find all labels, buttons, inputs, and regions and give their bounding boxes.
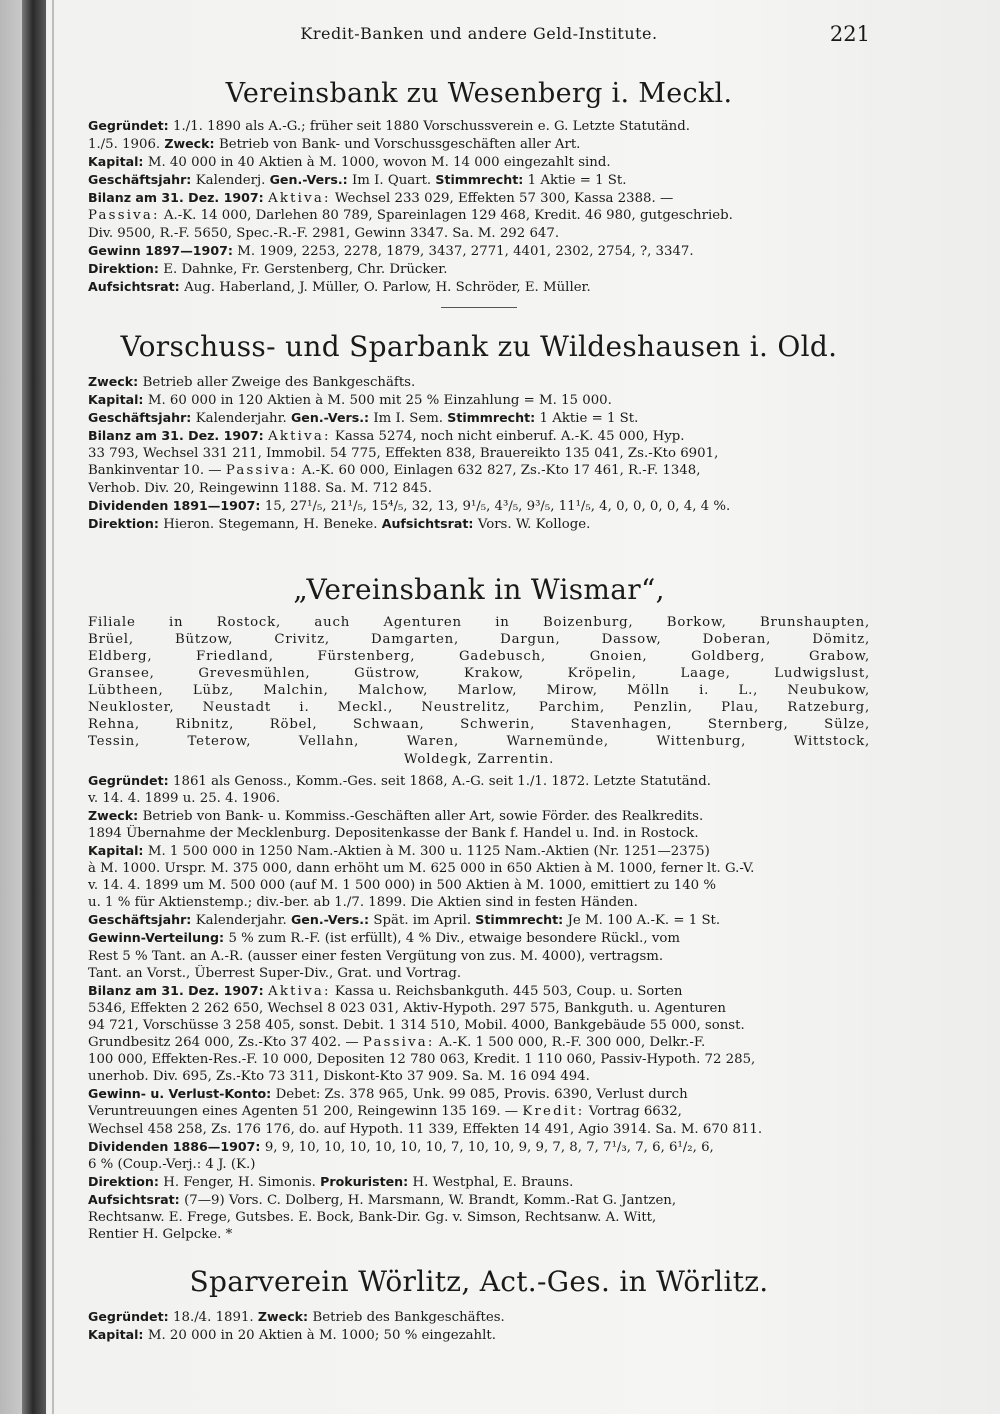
field-text: M. 1909, 2253, 2278, 1879, 3437, 2771, 4401, 2302, 2754, ?, 3347.	[237, 243, 694, 259]
field-text: 9, 9, 10, 10, 10, 10, 10, 10, 7, 10, 10, 9, 9, 7, 8, 7, 7¹/₃, 7, 6, 6¹/₂, 6,	[264, 1139, 714, 1155]
field-text: 94 721, Vorschüsse 3 258 405, sonst. Debit. 1 314 510, Mobil. 4000, Bankgebäude 55 000, sonst.	[88, 1017, 745, 1033]
field-label: Aufsichtsrat:	[381, 515, 478, 531]
field-text: M. 20 000 in 20 Aktien à M. 1000; 50 % eingezahlt.	[147, 1328, 496, 1344]
field-text: Verhob. Div. 20, Reingewinn 1188. Sa. M. 712 845.	[88, 480, 432, 496]
text-line	[88, 278, 870, 296]
field-label: Kapital:	[88, 1327, 148, 1343]
field-label: Gewinn 1897—1907:	[88, 242, 238, 258]
wismar-locations	[88, 614, 870, 768]
field-text: 100 000, Effekten-Res.-F. 10 000, Depositen 12 780 063, Kredit. 1 110 060, Passiv-Hypoth. 72 285,	[88, 1052, 756, 1068]
field-label: Bilanz am 31. Dez. 1907:	[88, 190, 269, 206]
text-line	[88, 1209, 870, 1226]
field-text: A.-K. 60 000, Einlagen 632 827, Zs.-Kto 17 461, R.-F. 1348,	[297, 463, 701, 479]
text-line	[88, 1068, 870, 1085]
text-line	[88, 982, 870, 1000]
field-text: (7—9) Vors. C. Dolberg, H. Marsmann, W. Brandt, Komm.-Rat G. Jantzen,	[184, 1192, 677, 1208]
text-line	[88, 1085, 870, 1103]
text-line	[88, 497, 870, 515]
field-text: H. Westphal, E. Brauns.	[412, 1174, 574, 1190]
field-text: Im I. Quart.	[352, 173, 436, 189]
field-text: Kalenderj.	[195, 173, 270, 189]
field-label: Prokuristen:	[320, 1173, 413, 1189]
text-line	[88, 807, 870, 825]
field-label: Direktion:	[88, 260, 164, 276]
field-text: Aktiva:	[268, 983, 331, 999]
field-text: 1 Aktie = 1 St.	[539, 411, 639, 427]
text-line	[88, 1156, 870, 1173]
text-line	[88, 225, 870, 242]
field-text: M. 1 500 000 in 1250 Nam.-Aktien à M. 300 u. 1125 Nam.-Aktien (Nr. 1251—2375)	[147, 844, 710, 859]
field-text: Kredit:	[522, 1104, 585, 1120]
field-text: 1861 als Genoss., Komm.-Ges. seit 1868, A.-G. seit 1./1. 1872. Letzte Statutänd.	[173, 773, 711, 789]
page-edge	[52, 0, 54, 1414]
field-text: Debet: Zs. 378 965, Unk. 99 085, Provis. 6390, Verlust durch	[275, 1087, 688, 1103]
field-text: Im I. Sem.	[373, 411, 448, 427]
field-text: Vors. W. Kolloge.	[477, 516, 591, 532]
location-line: Rehna, Ribnitz, Röbel, Schwaan, Schwerin, Stavenhagen, Sternberg, Sülze,	[88, 717, 870, 733]
text-line	[88, 1017, 870, 1034]
section-title-woerlitz: Sparverein Wörlitz, Act.-Ges. in Wörlitz.	[189, 1265, 769, 1299]
text-line	[88, 260, 870, 278]
book-spine-shadow	[22, 0, 46, 1414]
text-line	[88, 790, 870, 807]
field-text: H. Fenger, H. Simonis.	[163, 1174, 321, 1190]
field-label: Stimmrecht:	[435, 172, 528, 188]
text-line	[88, 1034, 870, 1051]
text-line	[88, 1103, 870, 1120]
location-line: Tessin, Teterow, Vellahn, Waren, Warnemünde, Wittenburg, Wittstock,	[88, 734, 870, 750]
field-text: Kalenderjahr.	[195, 913, 291, 929]
text-line	[88, 842, 870, 860]
running-head	[88, 20, 870, 54]
text-line	[88, 894, 870, 911]
location-line: Neukloster, Neustadt i. Meckl., Neustrelitz, Parchim, Penzlin, Plau, Ratzeburg,	[88, 700, 870, 716]
field-label: Stimmrecht:	[447, 410, 540, 426]
field-text: Aktiva:	[268, 429, 331, 445]
field-label: Gen.-Vers.:	[269, 172, 353, 188]
section-title-wildeshausen: Vorschuss- und Sparbank zu Wildeshausen i. Old.	[120, 329, 838, 363]
field-label: Zweck:	[164, 136, 219, 152]
running-head-title: Kredit-Banken und andere Geld-Institute.	[300, 24, 658, 43]
page-content	[88, 20, 870, 1344]
text-line	[88, 877, 870, 894]
text-line	[88, 189, 870, 207]
text-line	[88, 117, 870, 135]
field-label: Kapital:	[88, 392, 148, 408]
text-line	[88, 911, 870, 929]
field-text: 18./4. 1891.	[173, 1310, 258, 1326]
field-label: Gewinn-Verteilung:	[88, 930, 229, 946]
text-line	[88, 480, 870, 497]
text-line	[88, 948, 870, 965]
text-line	[88, 391, 870, 409]
section-body-wismar	[88, 772, 870, 1244]
field-text: Kassa u. Reichsbankguth. 445 503, Coup. u. Sorten	[330, 983, 683, 999]
section-title-wesenberg: Vereinsbank zu Wesenberg i. Meckl.	[225, 78, 733, 109]
field-label: Aufsichtsrat:	[88, 278, 185, 294]
text-line	[88, 135, 870, 153]
text-line	[88, 772, 870, 790]
field-label: Bilanz am 31. Dez. 1907:	[88, 982, 269, 998]
location-line: Filiale in Rostock, auch Agenturen in Boizenburg, Borkow, Brunshaupten,	[88, 614, 870, 630]
field-text: Div. 9500, R.-F. 5650, Spec.-R.-F. 2981, Gewinn 3347. Sa. M. 292 647.	[88, 225, 560, 241]
field-text: Vortrag 6632,	[584, 1104, 682, 1120]
page-number: 221	[829, 22, 870, 46]
field-text: Betrieb von Bank- und Vorschussgeschäften aller Art.	[218, 137, 581, 153]
field-text: Betrieb von Bank- u. Kommiss.-Geschäften aller Art, sowie Förder. des Realkredits.	[142, 808, 704, 824]
field-text: M. 40 000 in 40 Aktien à M. 1000, wovon M. 14 000 eingezahlt sind.	[147, 155, 611, 171]
field-text: Aktiva:	[268, 191, 331, 207]
field-label: Geschäftsjahr:	[88, 172, 196, 188]
text-line	[88, 373, 870, 391]
field-text: v. 14. 4. 1899 um M. 500 000 (auf M. 1 500 000) in 500 Aktien à M. 1000, emittiert zu 140 %	[88, 878, 716, 894]
field-text: Hieron. Stegemann, H. Beneke.	[163, 516, 382, 532]
text-line	[88, 445, 870, 462]
text-line	[88, 462, 870, 479]
field-label: Bilanz am 31. Dez. 1907:	[88, 428, 269, 444]
field-label: Zweck:	[88, 373, 143, 389]
field-text: Bankinventar 10. —	[88, 463, 226, 479]
field-text: Betrieb des Bankgeschäftes.	[312, 1310, 505, 1326]
field-text: A.-K. 14 000, Darlehen 80 789, Spareinlagen 129 468, Kredit. 46 980, gutgeschrieb.	[159, 208, 733, 224]
field-text: v. 14. 4. 1899 u. 25. 4. 1906.	[88, 790, 281, 806]
field-label: Gen.-Vers.:	[290, 410, 374, 426]
field-label: Dividenden 1886—1907:	[88, 1138, 265, 1154]
field-text: Grundbesitz 264 000, Zs.-Kto 37 402. —	[88, 1035, 363, 1051]
field-text: Rechtsanw. E. Frege, Gutsbes. E. Bock, Bank-Dir. Gg. v. Simson, Rechtsanw. A. Witt,	[88, 1209, 657, 1225]
field-text: unerhob. Div. 695, Zs.-Kto 73 311, Diskont-Kto 37 909. Sa. M. 16 094 494.	[88, 1069, 590, 1085]
field-text: M. 60 000 in 120 Aktien à M. 500 mit 25 % Einzahlung = M. 15 000.	[147, 393, 612, 409]
text-line	[88, 171, 870, 189]
field-label: Direktion:	[88, 1173, 164, 1189]
field-label: Gegründet:	[88, 118, 174, 133]
text-line	[88, 1226, 870, 1243]
location-line: Lübtheen, Lübz, Malchin, Malchow, Marlow, Mirow, Mölln i. L., Neubukow,	[88, 683, 870, 699]
location-line: Gransee, Grevesmühlen, Güstrow, Krakow, Kröpelin, Laage, Ludwigslust,	[88, 666, 870, 682]
text-line	[88, 207, 870, 224]
text-line	[88, 427, 870, 445]
text-line	[88, 1308, 870, 1326]
field-label: Direktion:	[88, 515, 164, 531]
location-line: Brüel, Bützow, Crivitz, Damgarten, Dargun, Dassow, Doberan, Dömitz,	[88, 631, 870, 647]
text-line	[88, 153, 870, 171]
field-text: Wechsel 233 029, Effekten 57 300, Kassa 2388. —	[330, 191, 674, 207]
field-text: Kassa 5274, noch nicht einberuf. A.-K. 45 000, Hyp.	[330, 429, 685, 445]
field-text: Rest 5 % Tant. an A.-R. (ausser einer festen Vergütung von zus. M. 4000), vertragsm.	[88, 948, 664, 964]
field-text: 1894 Übernahme der Mecklenburg. Depositenkasse der Bank f. Handel u. Ind. in Rostock.	[88, 825, 699, 841]
field-label: Gen.-Vers.:	[290, 912, 374, 928]
field-text: 1./5. 1906.	[88, 137, 165, 153]
field-text: 6 % (Coup.-Verj.: 4 J. (K.)	[88, 1156, 256, 1172]
field-text: 5346, Effekten 2 262 650, Wechsel 8 023 031, Aktiv-Hypoth. 297 575, Bankguth. u. Agenturen	[88, 1000, 726, 1016]
field-text: Kalenderjahr.	[195, 411, 291, 427]
text-line	[88, 1326, 870, 1344]
text-line	[88, 965, 870, 982]
field-text: Je M. 100 A.-K. = 1 St.	[567, 913, 721, 929]
section-body-wesenberg	[88, 117, 870, 296]
text-line	[88, 825, 870, 842]
field-label: Dividenden 1891—1907:	[88, 497, 265, 513]
field-label: Gegründet:	[88, 1309, 174, 1325]
field-text: Wechsel 458 258, Zs. 176 176, do. auf Hypoth. 11 339, Effekten 14 491, Agio 3914. Sa. M. 670 811.	[88, 1121, 763, 1137]
field-label: Geschäftsjahr:	[88, 912, 196, 928]
field-text: Spät. im April.	[373, 913, 476, 929]
field-text: E. Dahnke, Fr. Gerstenberg, Chr. Drücker.	[163, 261, 448, 277]
field-text: Tant. an Vorst., Überrest Super-Div., Grat. und Vortrag.	[88, 965, 462, 981]
section-body-woerlitz	[88, 1308, 870, 1344]
text-line	[88, 242, 870, 260]
text-line	[88, 860, 870, 877]
field-label: Geschäftsjahr:	[88, 410, 196, 426]
field-text: 1./1. 1890 als A.-G.; früher seit 1880 Vorschussverein e. G. Letzte Statutänd.	[173, 119, 690, 134]
text-line	[88, 1138, 870, 1156]
field-text: A.-K. 1 500 000, R.-F. 300 000, Delkr.-F.	[434, 1035, 706, 1051]
text-line	[88, 1173, 870, 1191]
field-text: 33 793, Wechsel 331 211, Immobil. 54 775, Effekten 838, Brauereikto 135 041, Zs.-Kto 6901,	[88, 446, 719, 462]
section-divider	[441, 307, 517, 308]
field-label: Kapital:	[88, 843, 148, 858]
field-label: Aufsichtsrat:	[88, 1191, 185, 1207]
field-text: Betrieb aller Zweige des Bankgeschäfts.	[142, 374, 416, 390]
text-line	[88, 409, 870, 427]
field-text: Passiva:	[88, 208, 160, 224]
field-text: Aug. Haberland, J. Müller, O. Parlow, H. Schröder, E. Müller.	[184, 279, 591, 295]
field-label: Gegründet:	[88, 772, 174, 788]
field-text: 1 Aktie = 1 St.	[527, 173, 627, 189]
field-text: u. 1 % für Aktienstemp.; div.-ber. ab 1./7. 1899. Die Aktien sind in festen Händen.	[88, 895, 638, 911]
field-text: 15, 27¹/₅, 21¹/₅, 15⁴/₅, 32, 13, 9¹/₅, 4³/₅, 9³/₅, 11¹/₅, 4, 0, 0, 0, 0, 4, 4 %.	[264, 498, 731, 514]
text-line	[88, 1191, 870, 1209]
field-label: Gewinn- u. Verlust-Konto:	[88, 1086, 276, 1102]
text-line	[88, 929, 870, 947]
field-label: Zweck:	[88, 807, 143, 823]
section-body-wildeshausen	[88, 373, 870, 533]
text-line	[88, 515, 870, 533]
text-line	[88, 1000, 870, 1017]
location-line: Eldberg, Friedland, Fürstenberg, Gadebusch, Gnoien, Goldberg, Grabow,	[88, 648, 870, 664]
field-text: 5 % zum R.-F. (ist erfüllt), 4 % Div., etwaige besondere Rückl., vom	[228, 931, 680, 947]
field-text: Passiva:	[362, 1035, 435, 1051]
field-text: à M. 1000. Urspr. M. 375 000, dann erhöht um M. 625 000 in 650 Aktien à M. 1000, ferner lt. G.-V.	[88, 861, 755, 877]
field-label: Zweck:	[257, 1309, 313, 1325]
field-label: Stimmrecht:	[475, 912, 568, 928]
text-line	[88, 1121, 870, 1138]
field-text: Veruntreuungen eines Agenten 51 200, Reingewinn 135 169. —	[88, 1104, 523, 1120]
location-line: Woldegk, Zarrentin.	[403, 751, 555, 767]
section-title-wismar: „Vereinsbank in Wismar“,	[293, 572, 665, 606]
field-text: Rentier H. Gelpcke. *	[88, 1227, 233, 1243]
field-text: Passiva:	[225, 463, 298, 479]
field-label: Kapital:	[88, 154, 148, 170]
text-line	[88, 1051, 870, 1068]
